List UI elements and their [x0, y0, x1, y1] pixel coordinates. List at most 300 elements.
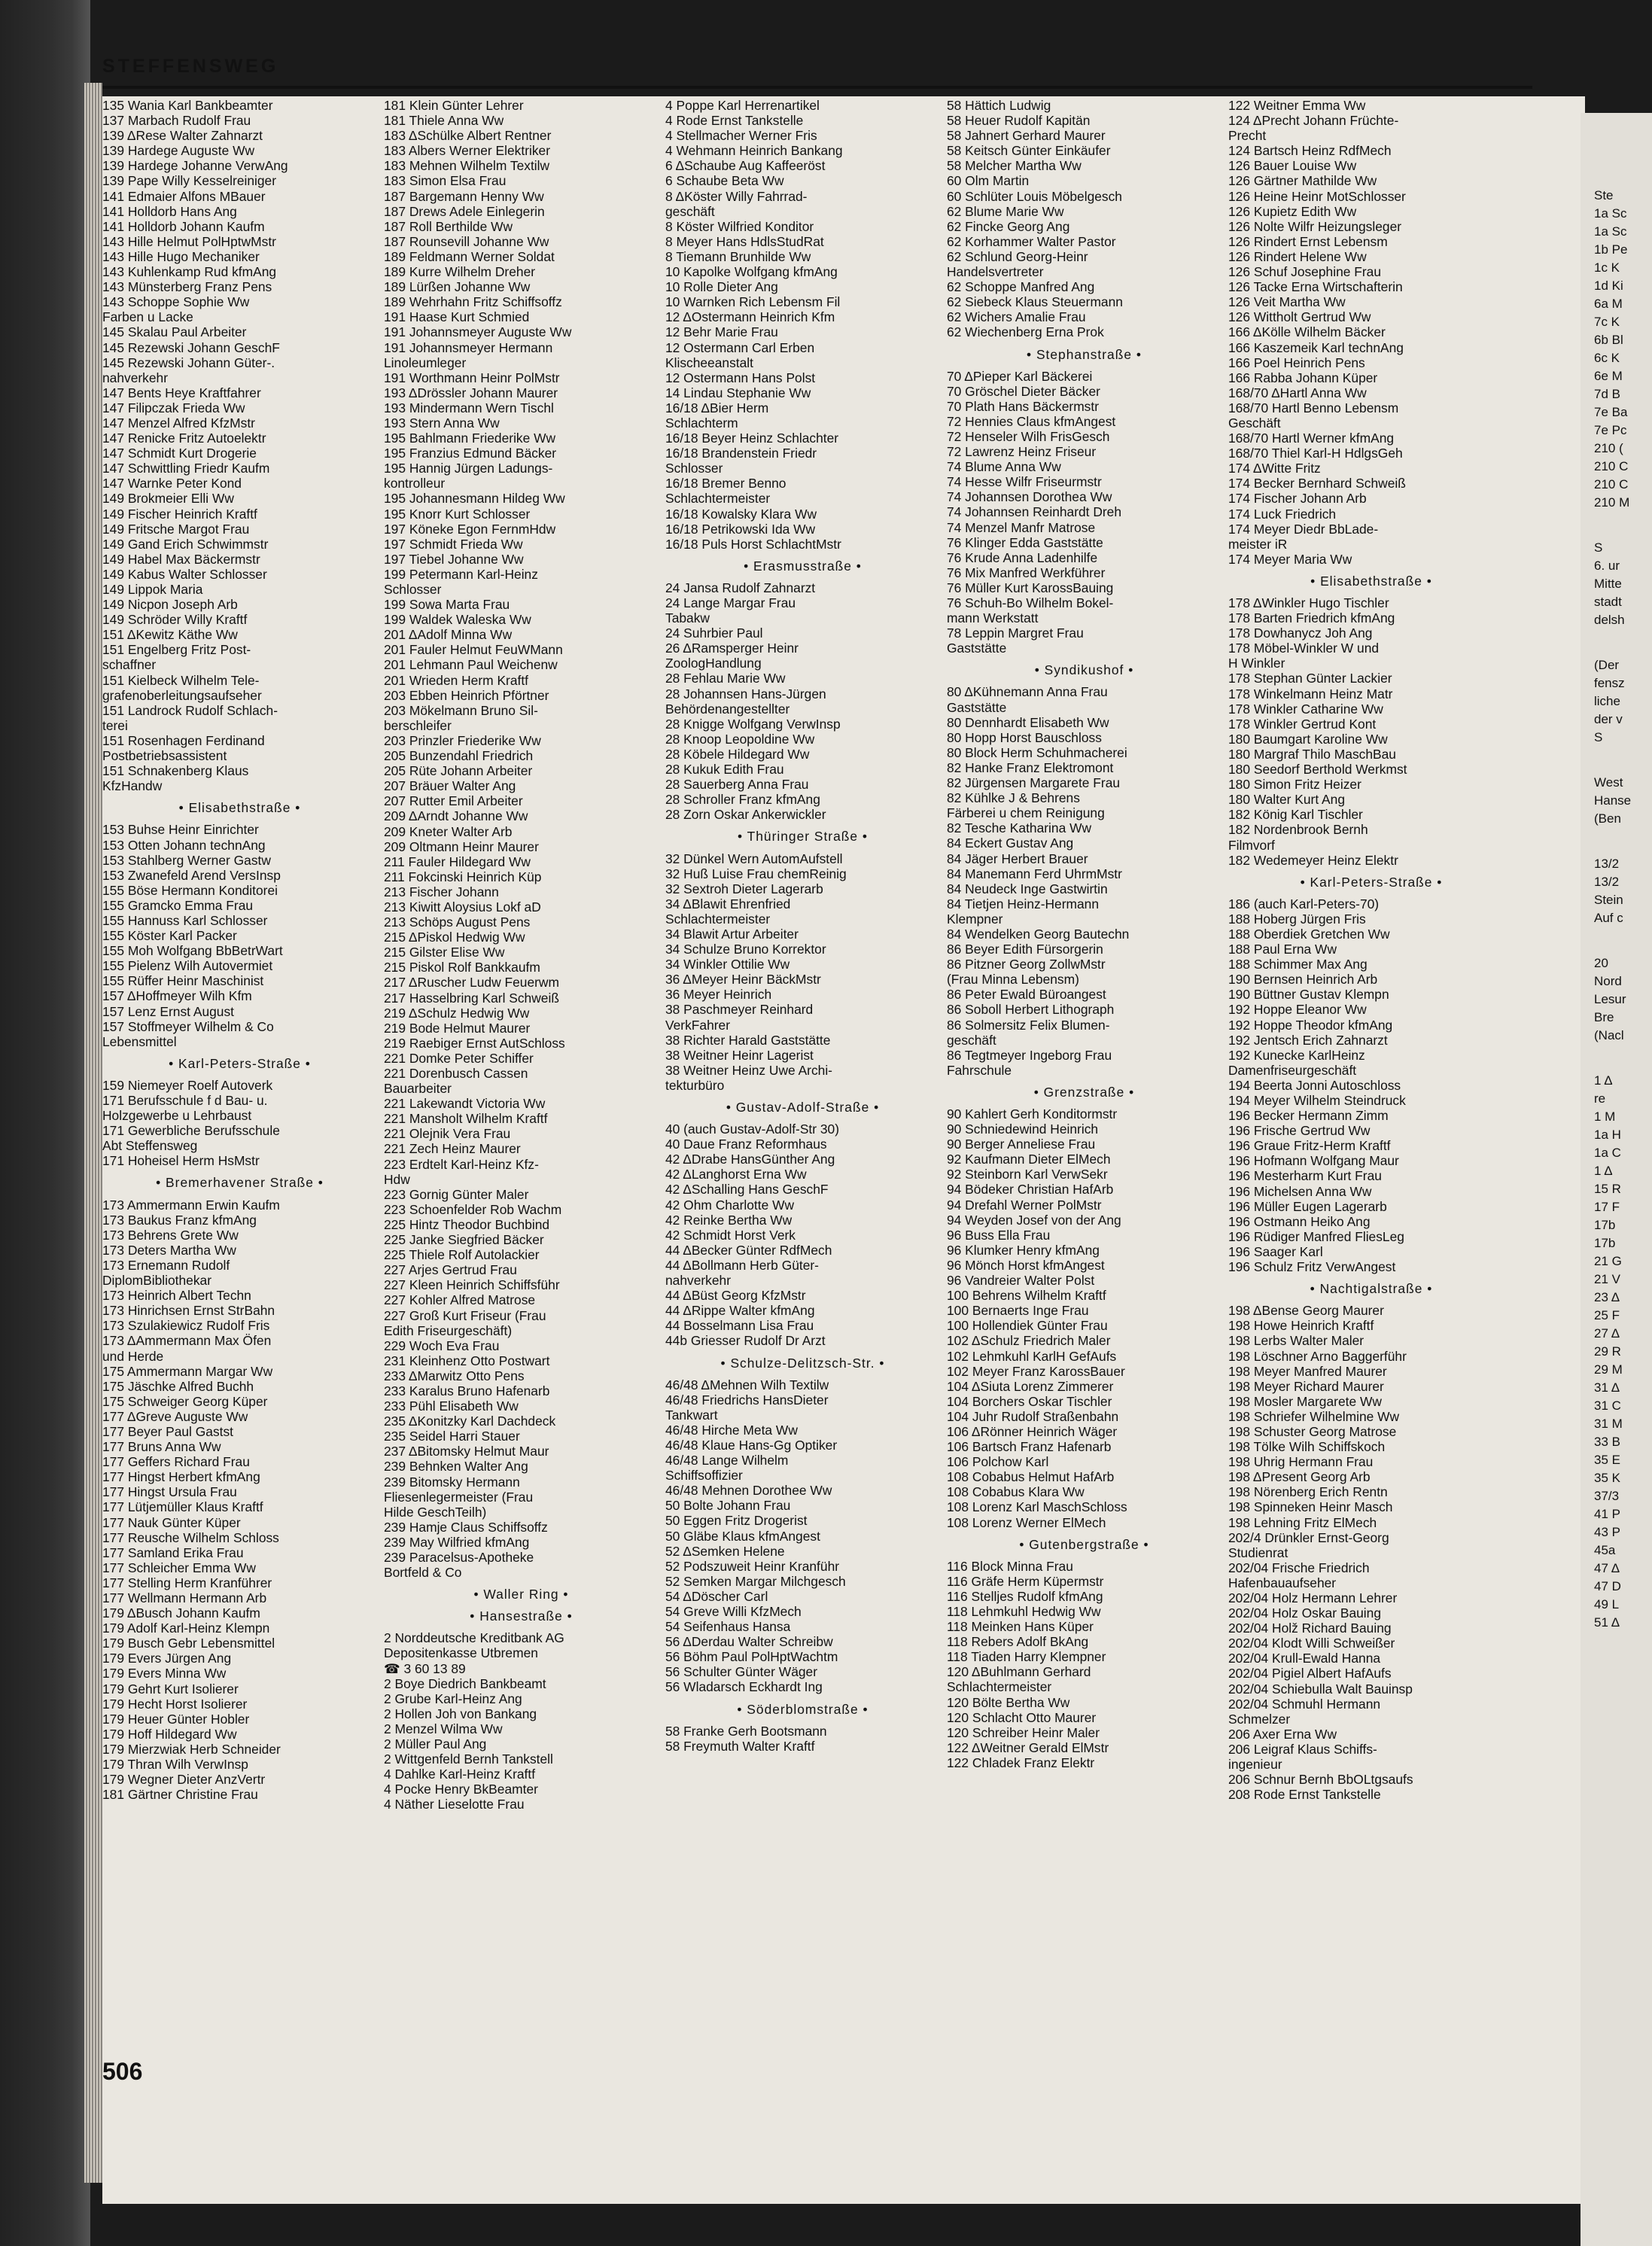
directory-entry: 54 Seifenhaus Hansa	[665, 1619, 791, 1635]
directory-entry: 173 Behrens Grete Ww	[102, 1227, 239, 1243]
directory-entry: 28 Fehlau Marie Ww	[665, 671, 786, 686]
directory-entry: 195 Hannig Jürgen Ladungs-	[384, 461, 553, 476]
directory-entry: ingenieur	[1228, 1757, 1282, 1773]
street-heading: • Waller Ring •	[473, 1587, 569, 1602]
directory-entry: 196 Frische Gertrud Ww	[1228, 1123, 1371, 1139]
directory-entry: 153 Zwanefeld Arend VersInsp	[102, 867, 281, 883]
directory-entry: 174 Becker Bernhard Schweiß	[1228, 476, 1406, 492]
directory-entry: 198 Meyer Richard Maurer	[1228, 1378, 1384, 1394]
directory-entry: 2 Boye Diedrich Bankbeamt	[384, 1675, 546, 1691]
facing-page-line: (Nacl	[1594, 1028, 1624, 1042]
facing-page-line: (Ben	[1594, 811, 1621, 826]
directory-entry: 151 ΔKewitz Käthe Ww	[102, 627, 238, 643]
directory-entry: 235 ΔKonitzky Karl Dachdeck	[384, 1414, 556, 1429]
directory-entry: 205 Bunzendahl Friedrich	[384, 748, 534, 764]
directory-entry: 126 Kupietz Edith Ww	[1228, 203, 1357, 219]
directory-entry: 147 Schwittling Friedr Kaufm	[102, 461, 270, 476]
directory-entry: Abt Steffensweg	[102, 1138, 198, 1154]
directory-entry: 42 Schmidt Horst Verk	[665, 1227, 796, 1243]
directory-entry: 62 Wichers Amalie Frau	[947, 309, 1086, 325]
directory-entry: 198 Howe Heinrich Kraftf	[1228, 1318, 1374, 1334]
facing-page-line: 6a M	[1594, 297, 1623, 311]
directory-entry: 171 Berufsschule f d Bau- u.	[102, 1093, 268, 1108]
facing-page-line: 31 Δ	[1594, 1380, 1620, 1395]
street-heading: • Erasmusstraße •	[744, 558, 862, 574]
directory-entry: 4 Rode Ernst Tankstelle	[665, 113, 804, 129]
directory-entry: 195 Franzius Edmund Bäcker	[384, 446, 557, 461]
directory-entry: 223 Schoenfelder Rob Wachm	[384, 1201, 562, 1217]
directory-entry: 183 Albers Werner Elektriker	[384, 143, 551, 159]
directory-entry: 46/48 ΔMehnen Wilh Textilw	[665, 1377, 829, 1392]
facing-page-line: 15 R	[1594, 1182, 1621, 1196]
facing-page-line: 41 P	[1594, 1507, 1620, 1521]
directory-entry: 108 Cobabus Klara Ww	[947, 1484, 1085, 1500]
facing-page-line: Mitte	[1594, 577, 1622, 591]
directory-entry: 56 Wladarsch Eckhardt Ing	[665, 1679, 823, 1695]
directory-entry: 124 Bartsch Heinz RdfMech	[1228, 143, 1392, 159]
directory-entry: 225 Thiele Rolf Autolackier	[384, 1247, 540, 1263]
directory-entry: 44 Bosselmann Lisa Frau	[665, 1318, 814, 1334]
directory-entry: 178 Möbel-Winkler W und	[1228, 641, 1380, 656]
directory-entry: 38 Weitner Heinr Lagerist	[665, 1047, 814, 1063]
facing-page-line: 27 Δ	[1594, 1326, 1620, 1341]
directory-entry: 166 Kaszemeik Karl technAng	[1228, 339, 1404, 355]
directory-entry: 100 Hollendiek Günter Frau	[947, 1318, 1108, 1334]
directory-entry: 183 ΔSchülke Albert Rentner	[384, 128, 552, 144]
directory-entry: 215 ΔPiskol Hedwig Ww	[384, 930, 525, 945]
directory-entry: 58 Jahnert Gerhard Maurer	[947, 128, 1106, 144]
directory-entry: 180 Walter Kurt Ang	[1228, 792, 1345, 808]
directory-entry: 10 Kapolke Wolfgang kfmAng	[665, 264, 838, 280]
directory-entry: 208 Rode Ernst Tankstelle	[1228, 1787, 1381, 1803]
directory-entry: 82 Kühlke J & Behrens	[947, 790, 1080, 806]
directory-entry: 173 Ammermann Erwin Kaufm	[102, 1197, 280, 1213]
facing-page-line: 210 C	[1594, 477, 1629, 492]
directory-entry: 8 Tiemann Brunhilde Ww	[665, 248, 811, 264]
directory-entry: 179 Heuer Günter Hobler	[102, 1711, 250, 1727]
facing-page-line: 6e M	[1594, 369, 1623, 383]
directory-entry: Bortfeld & Co	[384, 1565, 462, 1581]
directory-entry: 8 Meyer Hans HdlsStudRat	[665, 233, 824, 249]
directory-entry: 203 Mökelmann Bruno Sil-	[384, 702, 538, 718]
directory-entry: 192 Jentsch Erich Zahnarzt	[1228, 1032, 1388, 1048]
directory-entry: 173 Szulakiewicz Rudolf Fris	[102, 1318, 270, 1334]
directory-entry: 189 Kurre Wilhelm Dreher	[384, 264, 536, 280]
directory-entry: 157 Lenz Ernst August	[102, 1003, 234, 1019]
directory-entry: 42 ΔLanghorst Erna Ww	[665, 1167, 807, 1182]
directory-entry: 104 Borchers Oskar Tischler	[947, 1393, 1112, 1409]
directory-entry: 74 Johannsen Reinhardt Dreh	[947, 504, 1122, 520]
directory-entry: 215 Gilster Elise Ww	[384, 945, 505, 960]
directory-entry: 198 Schriefer Wilhelmine Ww	[1228, 1408, 1400, 1424]
directory-entry: Precht	[1228, 128, 1267, 144]
directory-entry: 155 Pielenz Wilh Autovermiet	[102, 958, 273, 974]
directory-entry: 219 ΔSchulz Hedwig Ww	[384, 1005, 530, 1021]
facing-page-line: 31 M	[1594, 1417, 1623, 1431]
directory-entry: 118 Lehmkuhl Hedwig Ww	[947, 1604, 1101, 1619]
directory-entry: 166 Rabba Johann Küper	[1228, 370, 1378, 385]
directory-entry: 118 Rebers Adolf BkAng	[947, 1634, 1089, 1650]
directory-entry: 239 Behnken Walter Ang	[384, 1459, 528, 1475]
directory-entry: 92 Kaufmann Dieter ElMech	[947, 1152, 1111, 1167]
directory-entry: 153 Stahlberg Werner Gastw	[102, 852, 271, 868]
directory-entry: 40 (auch Gustav-Adolf-Str 30)	[665, 1121, 840, 1137]
directory-entry: 179 Adolf Karl-Heinz Klempn	[102, 1621, 270, 1636]
directory-entry: Lebensmittel	[102, 1033, 177, 1049]
directory-entry: 206 Axer Erna Ww	[1228, 1726, 1337, 1742]
directory-entry: 168/70 ΔHartl Anna Ww	[1228, 385, 1367, 400]
directory-entry: 62 Korhammer Walter Pastor	[947, 233, 1116, 249]
directory-entry: 225 Janke Siegfried Bäcker	[384, 1232, 544, 1248]
directory-entry: 120 Bölte Bertha Ww	[947, 1694, 1070, 1710]
directory-entry: 60 Schlüter Louis Möbelgesch	[947, 188, 1122, 204]
directory-entry: schaffner	[102, 657, 157, 673]
directory-entry: 174 ΔWitte Fritz	[1228, 461, 1321, 476]
directory-entry: 116 Stelljes Rudolf kfmAng	[947, 1588, 1103, 1604]
directory-entry: geschäft	[665, 203, 715, 219]
directory-entry: 202/04 Pigiel Albert HafAufs	[1228, 1666, 1392, 1681]
directory-entry: 227 Arjes Gertrud Frau	[384, 1262, 517, 1278]
directory-entry: 177 Hingst Herbert kfmAng	[102, 1469, 260, 1485]
facing-page-line: 1a Sc	[1594, 206, 1627, 221]
directory-entry: 70 Plath Hans Bäckermstr	[947, 398, 1100, 414]
directory-entry: 202/04 Holz Oskar Bauing	[1228, 1605, 1382, 1621]
directory-entry: 177 Hingst Ursula Frau	[102, 1484, 237, 1500]
directory-entry: 233 ΔMarwitz Otto Pens	[384, 1368, 525, 1383]
directory-entry: 219 Bode Helmut Maurer	[384, 1020, 531, 1036]
directory-entry: 177 Stelling Herm Kranführer	[102, 1575, 272, 1590]
facing-page-line: 51 Δ	[1594, 1615, 1620, 1630]
directory-entry: 147 Schmidt Kurt Drogerie	[102, 446, 257, 461]
directory-entry: nahverkehr	[665, 1273, 732, 1289]
directory-entry: 151 Rosenhagen Ferdinand	[102, 732, 265, 748]
directory-entry: 122 Weitner Emma Ww	[1228, 98, 1366, 113]
directory-entry: 86 Tegtmeyer Ingeborg Frau	[947, 1047, 1112, 1063]
directory-entry: 196 Saager Karl	[1228, 1243, 1323, 1259]
directory-entry: 189 Wehrhahn Fritz Schiffsoffz	[384, 294, 562, 310]
directory-entry: 149 Kabus Walter Schlosser	[102, 566, 267, 582]
directory-entry: 4 Dahlke Karl-Heinz Kraftf	[384, 1767, 536, 1782]
directory-entry: 198 Löschner Arno Baggerführ	[1228, 1348, 1407, 1364]
directory-entry: 155 Gramcko Emma Frau	[102, 897, 254, 913]
directory-entry: 28 Johannsen Hans-Jürgen	[665, 686, 826, 701]
facing-page-line: 210 C	[1594, 459, 1629, 473]
directory-entry: 188 Paul Erna Ww	[1228, 942, 1337, 957]
directory-entry: Fliesenlegermeister (Frau	[384, 1489, 534, 1505]
directory-entry: 24 Suhrbier Paul	[665, 625, 763, 641]
directory-entry: H Winkler	[1228, 656, 1285, 671]
directory-entry: 215 Piskol Rolf Bankkaufm	[384, 960, 540, 975]
directory-entry: 198 Spinneken Heinr Masch	[1228, 1499, 1393, 1515]
directory-entry: 196 Ostmann Heiko Ang	[1228, 1213, 1371, 1229]
directory-entry: 28 Kukuk Edith Frau	[665, 762, 784, 778]
directory-entry: Schlachtermeister	[947, 1679, 1052, 1695]
directory-entry: 198 Nörenberg Erich Rentn	[1228, 1484, 1388, 1500]
directory-entry: 16/18 Brandenstein Friedr	[665, 446, 817, 461]
directory-entry: 177 Bruns Anna Ww	[102, 1439, 221, 1455]
directory-entry: 198 Lerbs Walter Maler	[1228, 1333, 1364, 1349]
facing-page-line: 17b	[1594, 1236, 1616, 1250]
directory-entry: 82 Hanke Franz Elektromont	[947, 759, 1114, 775]
directory-entry: 143 Hille Hugo Mechaniker	[102, 248, 260, 264]
directory-entry: 186 (auch Karl-Peters-70)	[1228, 896, 1380, 911]
directory-entry: 177 Samland Erika Frau	[102, 1545, 244, 1560]
directory-entry: 28 Knoop Leopoldine Ww	[665, 731, 815, 747]
directory-entry: 197 Tiebel Johanne Ww	[384, 551, 524, 567]
directory-entry: 153 Buhse Heinr Einrichter	[102, 822, 259, 838]
directory-entry: KfzHandw	[102, 778, 163, 794]
directory-entry: 143 Kuhlenkamp Rud kfmAng	[102, 264, 277, 280]
directory-entry: 195 Johannesmann Hildeg Ww	[384, 491, 565, 507]
directory-entry: 80 Hopp Horst Bauschloss	[947, 729, 1102, 745]
directory-entry: 201 Lehmann Paul Weichenw	[384, 657, 558, 673]
directory-entry: 157 Stoffmeyer Wilhelm & Co	[102, 1018, 274, 1034]
facing-page-line: re	[1594, 1091, 1606, 1106]
directory-entry: 10 Rolle Dieter Ang	[665, 279, 778, 295]
directory-entry: 223 Erdtelt Karl-Heinz Kfz-	[384, 1156, 539, 1172]
facing-page-line: delsh	[1594, 613, 1625, 627]
directory-entry: 178 Winkler Gertrud Kont	[1228, 716, 1377, 732]
directory-entry: 190 Büttner Gustav Klempn	[1228, 987, 1389, 1003]
directory-entry: 177 Nauk Günter Küper	[102, 1514, 241, 1530]
directory-entry: 72 Henseler Wilh FrisGesch	[947, 428, 1110, 444]
directory-entry: 143 Schoppe Sophie Ww	[102, 294, 250, 310]
directory-column-1	[102, 98, 377, 1802]
directory-entry: 193 ΔDrössler Johann Maurer	[384, 385, 558, 400]
directory-entry: 46/48 Friedrichs HansDieter	[665, 1392, 829, 1408]
directory-entry: 135 Wania Karl Bankbeamter	[102, 98, 273, 113]
directory-entry: 102 Meyer Franz KarossBauer	[947, 1363, 1125, 1379]
directory-entry: Postbetriebsassistent	[102, 748, 227, 764]
facing-page-line: Nord	[1594, 974, 1622, 988]
directory-entry: 159 Niemeyer Roelf Autoverk	[102, 1077, 273, 1093]
directory-entry: 94 Drefahl Werner PolMstr	[947, 1197, 1102, 1213]
directory-entry: 177 Lütjemüller Klaus Kraftf	[102, 1499, 263, 1515]
directory-entry: 104 Juhr Rudolf Straßenbahn	[947, 1408, 1119, 1424]
directory-entry: 42 Ohm Charlotte Ww	[665, 1197, 795, 1213]
directory-entry: Behördenangestellter	[665, 701, 790, 717]
directory-entry: 201 Fauler Helmut FeuWMann	[384, 642, 563, 658]
directory-entry: Edith Friseurgeschäft)	[384, 1322, 513, 1338]
facing-page-line: 210 M	[1594, 495, 1630, 510]
directory-entry: 102 Lehmkuhl KarlH GefAufs	[947, 1348, 1117, 1364]
directory-entry: 198 Uhrig Hermann Frau	[1228, 1454, 1374, 1470]
facing-page-line: 21 G	[1594, 1254, 1622, 1268]
directory-entry: 139 Hardege Johanne VerwAng	[102, 158, 288, 174]
directory-entry: Handelsvertreter	[947, 264, 1044, 280]
directory-entry: Geschäft	[1228, 415, 1281, 431]
street-heading: • Schulze-Delitzsch-Str. •	[720, 1355, 885, 1371]
facing-page-line: 7e Pc	[1594, 423, 1627, 437]
directory-entry: 58 Heuer Rudolf Kapitän	[947, 113, 1091, 129]
directory-entry: 147 Menzel Alfred KfzMstr	[102, 415, 255, 431]
facing-page-line: 7c K	[1594, 315, 1620, 329]
directory-entry: 52 Semken Margar Milchgesch	[665, 1573, 846, 1589]
directory-entry: Linoleumleger	[384, 355, 467, 370]
facing-page-line: 13/2	[1594, 857, 1620, 871]
directory-entry: 116 Block Minna Frau	[947, 1558, 1073, 1574]
street-heading: • Karl-Peters-Straße •	[1300, 874, 1443, 890]
directory-entry: 90 Berger Anneliese Frau	[947, 1137, 1096, 1152]
directory-entry: tekturbüro	[665, 1077, 725, 1093]
directory-column-5	[1228, 98, 1514, 1802]
directory-entry: 42 ΔSchalling Hans GeschF	[665, 1182, 829, 1198]
directory-entry: 94 Bödeker Christian HafArb	[947, 1182, 1114, 1198]
directory-entry: 209 Oltmann Heinr Maurer	[384, 838, 539, 854]
directory-entry: 211 Fokcinski Heinrich Küp	[384, 869, 542, 884]
directory-entry: 82 Tesche Katharina Ww	[947, 820, 1092, 836]
directory-entry: 179 Gehrt Kurt Isolierer	[102, 1681, 239, 1697]
directory-entry: 168/70 Hartl Werner kfmAng	[1228, 431, 1395, 446]
directory-entry: 4 Poppe Karl Herrenartikel	[665, 98, 820, 113]
facing-page-line: 23 Δ	[1594, 1290, 1620, 1304]
directory-entry: 221 Olejnik Vera Frau	[384, 1126, 511, 1142]
directory-entry: 177 Geffers Richard Frau	[102, 1454, 250, 1470]
directory-entry: 179 Thran Wilh VerwInsp	[102, 1757, 248, 1773]
street-heading: • Thüringer Straße •	[738, 829, 868, 845]
directory-entry: 74 Blume Anna Ww	[947, 459, 1061, 475]
directory-entry: 12 Ostermann Hans Polst	[665, 370, 816, 385]
directory-entry: 56 Böhm Paul PolHptWachtm	[665, 1649, 838, 1665]
directory-entry: 149 Gand Erich Schwimmstr	[102, 536, 269, 552]
facing-page-line: 21 V	[1594, 1272, 1620, 1286]
street-heading: • Gustav-Adolf-Straße •	[726, 1100, 880, 1115]
directory-entry: 50 Bolte Johann Frau	[665, 1498, 791, 1514]
directory-entry: 179 Mierzwiak Herb Schneider	[102, 1741, 281, 1757]
directory-entry: 84 Neudeck Inge Gastwirtin	[947, 881, 1108, 896]
directory-entry: 178 Dowhanycz Joh Ang	[1228, 625, 1373, 641]
directory-entry: 126 Tacke Erna Wirtschafterin	[1228, 279, 1403, 295]
directory-entry: 86 Pitzner Georg ZollwMstr	[947, 957, 1106, 972]
directory-entry: 96 Klumker Henry kfmAng	[947, 1242, 1100, 1258]
directory-entry: 118 Meinken Hans Küper	[947, 1619, 1094, 1635]
directory-entry: 198 Meyer Manfred Maurer	[1228, 1363, 1387, 1379]
directory-entry: 6 Schaube Beta Ww	[665, 173, 784, 189]
directory-entry: 206 Leigraf Klaus Schiffs-	[1228, 1741, 1377, 1757]
directory-entry: 198 ΔBense Georg Maurer	[1228, 1303, 1384, 1319]
directory-entry: 155 Hannuss Karl Schlosser	[102, 912, 268, 928]
directory-entry: 155 Köster Karl Packer	[102, 928, 237, 944]
facing-page-line: 29 R	[1594, 1344, 1621, 1359]
directory-entry: 122 ΔWeitner Gerald ElMstr	[947, 1739, 1109, 1755]
book-binding	[0, 0, 90, 2246]
directory-entry: 14 Lindau Stephanie Ww	[665, 385, 811, 400]
directory-entry: 62 Schoppe Manfred Ang	[947, 279, 1095, 295]
directory-entry: 12 ΔOstermann Heinrich Kfm	[665, 309, 835, 325]
directory-entry: 126 Wittholt Gertrud Ww	[1228, 309, 1371, 325]
directory-entry: 80 Dennhardt Elisabeth Ww	[947, 714, 1109, 730]
directory-entry: 179 Evers Minna Ww	[102, 1666, 227, 1681]
page-header: STEFFENSWEG	[102, 56, 279, 77]
directory-entry: 62 Blume Marie Ww	[947, 203, 1064, 219]
directory-entry: 202/04 Schmuhl Hermann	[1228, 1696, 1381, 1712]
directory-entry: 2 Wittgenfeld Bernh Tankstell	[384, 1751, 553, 1767]
directory-entry: Schlachterm	[665, 415, 738, 431]
directory-entry: Holzgewerbe u Lehrbaust	[102, 1108, 252, 1124]
directory-entry: 58 Franke Gerh Bootsmann	[665, 1723, 827, 1739]
directory-entry: 126 Schuf Josephine Frau	[1228, 264, 1382, 280]
directory-entry: Klischeeanstalt	[665, 355, 753, 370]
directory-entry: 72 Hennies Claus kfmAngest	[947, 413, 1116, 429]
directory-entry: geschäft	[947, 1032, 996, 1048]
directory-entry: 188 Hoberg Jürgen Fris	[1228, 911, 1366, 927]
directory-entry: 84 Jäger Herbert Brauer	[947, 851, 1088, 866]
directory-entry: 44 ΔRippe Walter kfmAng	[665, 1303, 815, 1319]
directory-entry: 174 Meyer Maria Ww	[1228, 551, 1352, 567]
street-heading: • Syndikushof •	[1034, 662, 1134, 678]
directory-entry: 202/04 Klodt Willi Schweißer	[1228, 1636, 1395, 1651]
directory-entry: 56 ΔDerdau Walter Schreibw	[665, 1634, 833, 1650]
directory-entry: 28 Köbele Hildegard Ww	[665, 746, 810, 762]
directory-entry: 174 Meyer Diedr BbLade-	[1228, 521, 1379, 537]
directory-entry: kontrolleur	[384, 476, 446, 492]
directory-entry: 225 Hintz Theodor Buchbind	[384, 1216, 550, 1232]
directory-entry: 141 Edmaier Alfons MBauer	[102, 188, 266, 204]
directory-entry: 84 Eckert Gustav Ang	[947, 835, 1074, 851]
directory-entry: 143 Münsterberg Franz Pens	[102, 279, 272, 295]
directory-entry: 106 Polchow Karl	[947, 1454, 1049, 1470]
directory-entry: ZoologHandlung	[665, 656, 762, 671]
directory-entry: 202/4 Drünkler Ernst-Georg	[1228, 1529, 1389, 1545]
directory-entry: 96 Mönch Horst kfmAngest	[947, 1257, 1105, 1273]
directory-entry: 191 Johannsmeyer Auguste Ww	[384, 324, 572, 340]
directory-entry: 44 ΔBollmann Herb Güter-	[665, 1257, 819, 1273]
directory-entry: 188 Schimmer Max Ang	[1228, 957, 1368, 972]
facing-page-line: 1c K	[1594, 260, 1620, 275]
street-heading: • Söderblomstraße •	[737, 1701, 869, 1717]
directory-entry: 183 Simon Elsa Frau	[384, 173, 507, 189]
directory-entry: 26 ΔRamsperger Heinr	[665, 641, 799, 656]
directory-entry: 196 Schulz Fritz VerwAngest	[1228, 1259, 1396, 1275]
directory-entry: 196 Hofmann Wolfgang Maur	[1228, 1153, 1399, 1169]
street-heading: • Elisabethstraße •	[178, 800, 301, 816]
directory-entry: 173 Ernemann Rudolf	[102, 1257, 230, 1273]
directory-entry: 92 Steinborn Karl VerwSekr	[947, 1167, 1108, 1182]
directory-entry: 178 Stephan Günter Lackier	[1228, 671, 1392, 686]
directory-entry: 196 Müller Eugen Lagerarb	[1228, 1198, 1387, 1214]
facing-page-line: 47 Δ	[1594, 1561, 1620, 1575]
facing-page-line: West	[1594, 775, 1623, 790]
directory-entry: 145 Rezewski Johann Güter-.	[102, 355, 275, 370]
directory-entry: 56 Schulter Günter Wäger	[665, 1664, 818, 1680]
directory-entry: ☎ 3 60 13 89	[384, 1660, 466, 1676]
directory-entry: 28 Schroller Franz kfmAng	[665, 792, 820, 808]
directory-entry: 239 Hamje Claus Schiffsoffz	[384, 1519, 548, 1535]
directory-entry: Schmelzer	[1228, 1711, 1291, 1727]
directory-entry: 4 Wehmann Heinrich Bankang	[665, 143, 843, 159]
directory-entry: 192 Hoppe Theodor kfmAng	[1228, 1017, 1393, 1033]
facing-page-line: 1b Pe	[1594, 242, 1628, 257]
directory-entry: 74 Menzel Manfr Matrose	[947, 519, 1096, 535]
directory-entry: 199 Sowa Marta Frau	[384, 597, 510, 613]
directory-entry: 74 Johannsen Dorothea Ww	[947, 489, 1112, 505]
facing-page-line: 210 (	[1594, 441, 1623, 455]
directory-entry: 239 May Wilfried kfmAng	[384, 1534, 530, 1550]
directory-entry: 183 Mehnen Wilhelm Textilw	[384, 158, 550, 174]
street-heading: • Stephanstraße •	[1027, 346, 1142, 362]
directory-entry: 149 Fischer Heinrich Kraftf	[102, 506, 257, 522]
directory-entry: 180 Seedorf Berthold Werkmst	[1228, 762, 1407, 778]
directory-entry: 198 Tölke Wilh Schiffskoch	[1228, 1439, 1386, 1455]
facing-page-line: stadt	[1594, 595, 1622, 609]
facing-page-line: 1 Δ	[1594, 1164, 1613, 1178]
directory-entry: 149 Habel Max Bäckermstr	[102, 551, 260, 567]
directory-entry: 179 Evers Jürgen Ang	[102, 1651, 232, 1666]
directory-entry: 201 ΔAdolf Minna Ww	[384, 627, 513, 643]
facing-page-line: S	[1594, 730, 1603, 744]
directory-entry: 175 Schweiger Georg Küper	[102, 1393, 268, 1409]
directory-entry: 74 Hesse Wilfr Friseurmstr	[947, 474, 1102, 490]
